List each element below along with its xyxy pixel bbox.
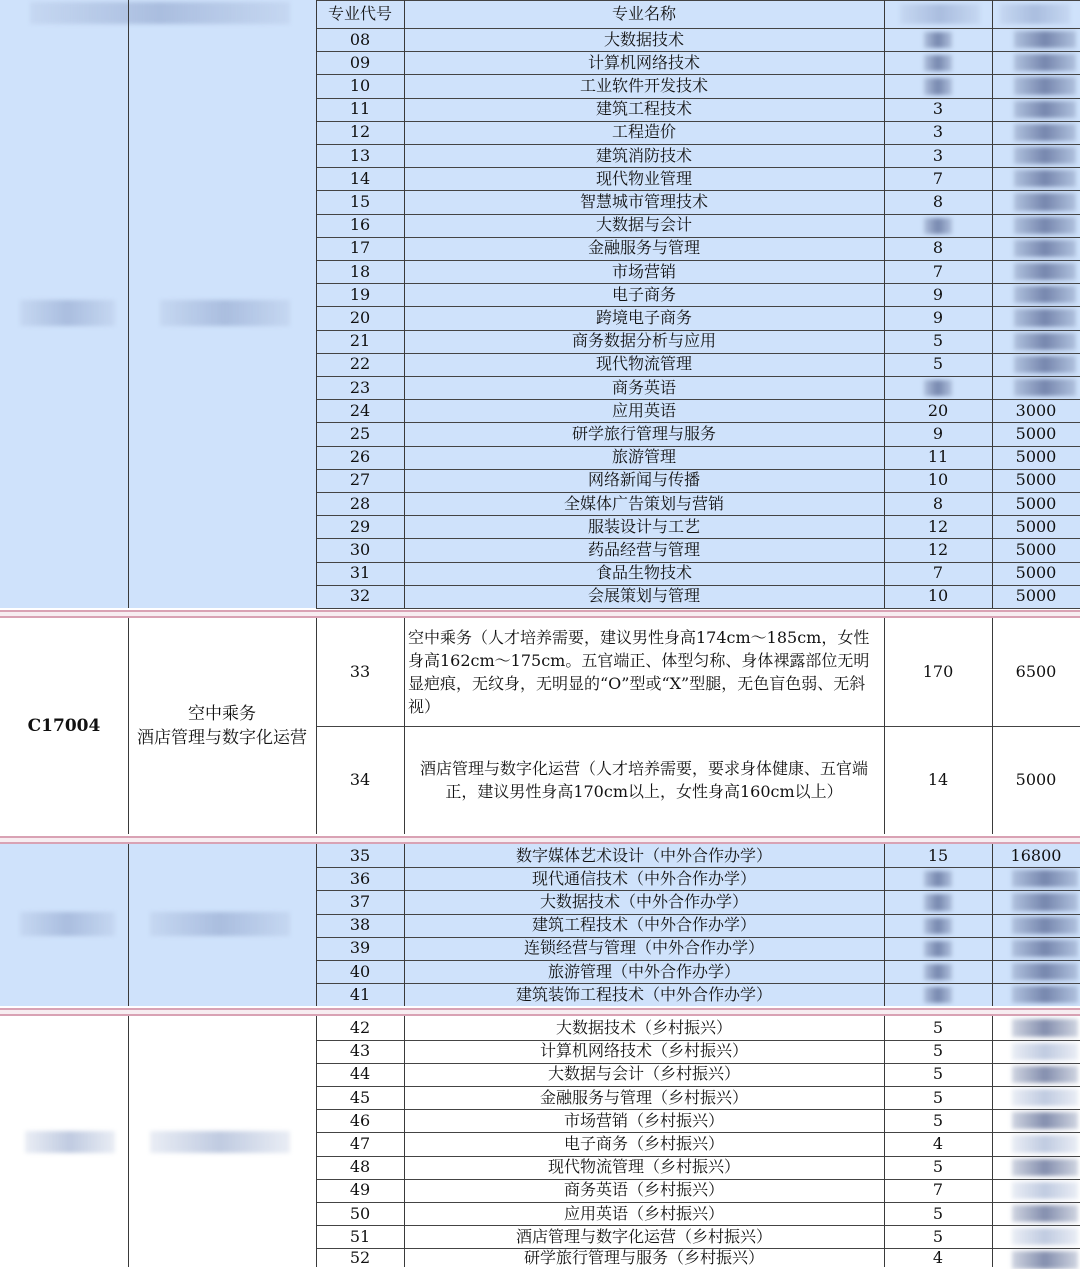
redacted-plan-count: [924, 55, 952, 71]
redacted-header-left: [30, 2, 290, 24]
plan-count: 11: [927, 447, 949, 467]
major-code: 42: [349, 1017, 371, 1037]
major-code: 50: [349, 1203, 371, 1223]
redacted-tuition-fee: [1014, 286, 1076, 303]
tuition-fee: 5000: [1015, 563, 1057, 583]
plan-count: 5: [932, 1087, 944, 1107]
redacted-tuition-fee: [1014, 217, 1076, 234]
redacted-tuition-fee: [1012, 870, 1078, 887]
redacted-plan-count: [924, 964, 952, 980]
major-name: 旅游管理: [611, 447, 676, 467]
major-code: 38: [349, 915, 371, 935]
redacted-group-name-3: [150, 912, 290, 936]
tuition-fee: 5000: [1015, 586, 1057, 606]
major-name: 酒店管理与数字化运营（乡村振兴）: [515, 1226, 772, 1246]
plan-count: 10: [927, 586, 949, 606]
redacted-plan-count: [924, 894, 952, 910]
major-name: 食品生物技术: [595, 563, 692, 583]
major-name: 现代物流管理（乡村振兴）: [547, 1157, 740, 1177]
major-code: 52: [349, 1248, 371, 1267]
major-code: 22: [349, 354, 371, 374]
major-code: 28: [349, 493, 371, 513]
plan-count: 8: [932, 493, 944, 513]
header-major-code: 专业代号: [327, 4, 392, 23]
major-name: 全媒体广告策划与营销: [563, 493, 724, 513]
redacted-tuition-fee: [1014, 77, 1076, 94]
major-name: 市场营销（乡村振兴）: [563, 1110, 724, 1130]
redacted-plan-count: [924, 871, 952, 887]
tuition-fee: 16800: [1010, 845, 1062, 865]
major-code: 35: [349, 845, 371, 865]
plan-count: 7: [932, 1180, 944, 1200]
major-code: 16: [349, 215, 371, 235]
plan-count: 3: [932, 145, 944, 165]
major-name-description: 酒店管理与数字化运营（人才培养需要，要求身体健康、五官端正，建议男性身高170cm以上，女性身高160cm以上）: [419, 759, 868, 801]
redacted-plan-count: [924, 218, 952, 234]
major-code: 19: [349, 284, 371, 304]
redacted-tuition-fee: [1012, 1043, 1078, 1060]
grid-vline: [884, 844, 885, 1006]
redacted-plan-count: [924, 380, 952, 396]
grid-vline: [992, 0, 993, 608]
grid-vline: [884, 1016, 885, 1267]
grid-vline: [404, 0, 405, 608]
major-name: 大数据技术: [603, 29, 684, 49]
major-name: 建筑消防技术: [595, 145, 692, 165]
redacted-tuition-fee: [1012, 1182, 1078, 1199]
redacted-tuition-fee: [1014, 147, 1076, 164]
major-name: 数字媒体艺术设计（中外合作办学）: [515, 845, 772, 865]
grid-vline: [316, 618, 317, 834]
plan-count: 20: [927, 400, 949, 420]
plan-count: 5: [932, 331, 944, 351]
redacted-tuition-fee: [1014, 309, 1076, 326]
grid-vline: [404, 618, 405, 834]
major-name: 工程造价: [611, 122, 676, 142]
major-name: 建筑工程技术（中外合作办学）: [531, 915, 756, 935]
grid-hline: [316, 726, 1080, 727]
plan-count: 7: [932, 261, 944, 281]
major-code: 26: [349, 447, 371, 467]
major-code: 49: [349, 1180, 371, 1200]
plan-count: 15: [927, 845, 949, 865]
group-name-line: 酒店管理与数字化运营: [137, 728, 307, 748]
plan-count: 7: [932, 168, 944, 188]
tuition-fee: 5000: [1015, 493, 1057, 513]
redacted-plan-count: [924, 987, 952, 1003]
redacted-tuition-fee: [1012, 917, 1078, 934]
redacted-tuition-fee: [1014, 263, 1076, 280]
major-name: 金融服务与管理（乡村振兴）: [539, 1087, 748, 1107]
major-name: 商务英语（乡村振兴）: [563, 1180, 724, 1200]
redacted-tuition-fee: [1012, 1159, 1078, 1176]
plan-count: 9: [932, 284, 944, 304]
major-code: 47: [349, 1133, 371, 1153]
grid-vline: [992, 844, 993, 1006]
major-name-description: 空中乘务（人才培养需要，建议男性身高174cm～185cm，女性身高162cm～175cm。五官端正、体型匀称、身体裸露部位无明显疤痕，无纹身，无明显的“O”型或“X”型腿，无色盲色弱、无斜视）: [408, 628, 870, 716]
major-code: 09: [349, 52, 371, 72]
major-code: 46: [349, 1110, 371, 1130]
major-name: 工业软件开发技术: [579, 75, 708, 95]
plan-count: 5: [932, 1064, 944, 1084]
major-code: 13: [349, 145, 371, 165]
major-name: 大数据与会计（乡村振兴）: [547, 1064, 740, 1084]
redacted-plan-count: [924, 941, 952, 957]
major-name: 大数据技术（乡村振兴）: [555, 1017, 732, 1037]
group-code: C17004: [27, 716, 101, 736]
major-code: 51: [349, 1226, 371, 1246]
redacted-tuition-fee: [1014, 240, 1076, 257]
grid-vline: [316, 1016, 317, 1267]
redacted-tuition-fee: [1014, 193, 1076, 210]
redacted-tuition-fee: [1012, 1066, 1078, 1083]
major-code: 17: [349, 238, 371, 258]
plan-count: 5: [932, 1226, 944, 1246]
major-code: 43: [349, 1041, 371, 1061]
plan-count: 170: [922, 662, 954, 681]
plan-count: 8: [932, 191, 944, 211]
major-code: 33: [349, 662, 371, 681]
major-code: 30: [349, 539, 371, 559]
major-name: 金融服务与管理: [587, 238, 700, 258]
redacted-tuition-fee: [1012, 1205, 1078, 1222]
redacted-tuition-fee: [1012, 963, 1078, 980]
redacted-group-name-1: [160, 300, 290, 326]
redacted-tuition-fee: [1012, 1112, 1078, 1129]
major-name: 大数据技术（中外合作办学）: [539, 891, 748, 911]
redacted-tuition-fee: [1012, 1251, 1078, 1268]
grid-vline: [884, 618, 885, 834]
major-name: 建筑装饰工程技术（中外合作办学）: [515, 984, 772, 1004]
redacted-group-code-1: [20, 300, 115, 326]
major-name: 电子商务（乡村振兴）: [563, 1133, 724, 1153]
grid-vline: [404, 844, 405, 1006]
major-name: 跨境电子商务: [595, 307, 692, 327]
plan-count: 3: [932, 122, 944, 142]
major-code: 39: [349, 938, 371, 958]
tuition-fee: 5000: [1015, 516, 1057, 536]
major-name: 商务英语: [611, 377, 676, 397]
major-name: 会展策划与管理: [587, 586, 700, 606]
plan-count: 7: [932, 563, 944, 583]
major-code: 14: [349, 168, 371, 188]
redacted-tuition-fee: [1014, 170, 1076, 187]
redacted-tuition-fee: [1014, 54, 1076, 71]
major-name: 研学旅行管理与服务（乡村振兴）: [523, 1248, 764, 1267]
major-code: 31: [349, 563, 371, 583]
major-name: 计算机网络技术: [587, 52, 700, 72]
major-code: 48: [349, 1157, 371, 1177]
major-name: 商务数据分析与应用: [571, 331, 716, 351]
redacted-header-plan: [900, 4, 980, 24]
group-separator: [0, 610, 1080, 618]
redacted-tuition-fee: [1012, 940, 1078, 957]
redacted-group-code-4: [25, 1131, 115, 1153]
grid-vline: [128, 1016, 129, 1267]
redacted-group-code-3: [20, 912, 115, 936]
major-name: 药品经营与管理: [587, 539, 700, 559]
major-name: 建筑工程技术: [595, 99, 692, 119]
major-name: 应用英语（乡村振兴）: [563, 1203, 724, 1223]
plan-count: 8: [932, 238, 944, 258]
plan-count: 10: [927, 470, 949, 490]
major-code: 37: [349, 891, 371, 911]
major-name: 电子商务: [611, 284, 676, 304]
grid-vline: [992, 1016, 993, 1267]
major-code: 27: [349, 470, 371, 490]
major-code: 12: [349, 122, 371, 142]
major-code: 29: [349, 516, 371, 536]
tuition-fee: 6500: [1015, 662, 1057, 681]
plan-count: 4: [932, 1133, 944, 1153]
plan-count: 9: [932, 423, 944, 443]
redacted-tuition-fee: [1012, 1228, 1078, 1245]
plan-count: 12: [927, 516, 949, 536]
grid-hline: [316, 0, 1080, 1]
major-name: 连锁经营与管理（中外合作办学）: [523, 938, 764, 958]
group-name-line: 空中乘务: [188, 704, 256, 724]
major-code: 24: [349, 400, 371, 420]
grid-vline: [884, 0, 885, 608]
redacted-tuition-fee: [1014, 31, 1076, 48]
redacted-plan-count: [924, 78, 952, 94]
major-name: 市场营销: [611, 261, 676, 281]
plan-count: 9: [932, 307, 944, 327]
major-code: 08: [349, 29, 371, 49]
redacted-tuition-fee: [1014, 333, 1076, 350]
tuition-fee: 5000: [1015, 539, 1057, 559]
tuition-fee: 3000: [1015, 400, 1057, 420]
major-code: 15: [349, 191, 371, 211]
plan-count: 5: [932, 1203, 944, 1223]
redacted-header-fee: [1000, 4, 1070, 24]
group-separator: [0, 1008, 1080, 1016]
tuition-fee: 5000: [1015, 770, 1057, 789]
plan-count: 5: [932, 1041, 944, 1061]
redacted-tuition-fee: [1012, 1019, 1078, 1036]
redacted-tuition-fee: [1012, 893, 1078, 910]
grid-vline: [992, 618, 993, 834]
plan-count: 5: [932, 354, 944, 374]
plan-count: 5: [932, 1017, 944, 1037]
major-code: 21: [349, 331, 371, 351]
major-name: 服装设计与工艺: [587, 516, 700, 536]
grid-vline: [128, 0, 129, 608]
major-code: 44: [349, 1064, 371, 1084]
grid-hline: [316, 608, 1080, 609]
major-code: 34: [349, 770, 371, 789]
major-name: 网络新闻与传播: [587, 470, 700, 490]
grid-vline: [404, 1016, 405, 1267]
major-name: 旅游管理（中外合作办学）: [547, 961, 740, 981]
redacted-plan-count: [924, 918, 952, 934]
major-code: 11: [349, 99, 371, 119]
group-separator: [0, 836, 1080, 844]
plan-count: 14: [927, 770, 949, 789]
major-name: 现代通信技术（中外合作办学）: [531, 868, 756, 888]
redacted-group-name-4: [150, 1131, 290, 1153]
grid-vline: [316, 0, 317, 608]
grid-vline: [128, 844, 129, 1006]
redacted-tuition-fee: [1014, 101, 1076, 118]
major-code: 10: [349, 75, 371, 95]
major-code: 32: [349, 586, 371, 606]
plan-count: 5: [932, 1110, 944, 1130]
major-code: 20: [349, 307, 371, 327]
redacted-tuition-fee: [1014, 379, 1076, 396]
plan-count: 4: [932, 1248, 944, 1267]
redacted-tuition-fee: [1012, 986, 1078, 1003]
plan-count: 12: [927, 539, 949, 559]
major-name: 现代物业管理: [595, 168, 692, 188]
redacted-tuition-fee: [1012, 1135, 1078, 1152]
grid-hline: [316, 28, 1080, 29]
major-code: 18: [349, 261, 371, 281]
major-name: 现代物流管理: [595, 354, 692, 374]
major-code: 45: [349, 1087, 371, 1107]
major-code: 36: [349, 868, 371, 888]
redacted-tuition-fee: [1012, 1089, 1078, 1106]
redacted-tuition-fee: [1014, 356, 1076, 373]
tuition-fee: 5000: [1015, 447, 1057, 467]
tuition-fee: 5000: [1015, 423, 1057, 443]
major-code: 25: [349, 423, 371, 443]
major-name: 计算机网络技术（乡村振兴）: [539, 1041, 748, 1061]
plan-count: 5: [932, 1157, 944, 1177]
redacted-tuition-fee: [1014, 124, 1076, 141]
redacted-plan-count: [924, 32, 952, 48]
header-major-name: 专业名称: [611, 4, 676, 23]
major-name: 研学旅行管理与服务: [571, 423, 716, 443]
tuition-fee: 5000: [1015, 470, 1057, 490]
major-name: 应用英语: [611, 400, 676, 420]
major-code: 40: [349, 961, 371, 981]
grid-vline: [316, 844, 317, 1006]
plan-count: 3: [932, 99, 944, 119]
major-code: 23: [349, 377, 371, 397]
major-name: 智慧城市管理技术: [579, 191, 708, 211]
grid-vline: [128, 618, 129, 834]
major-name: 大数据与会计: [595, 215, 692, 235]
major-code: 41: [349, 984, 371, 1004]
group-name: [128, 618, 316, 834]
